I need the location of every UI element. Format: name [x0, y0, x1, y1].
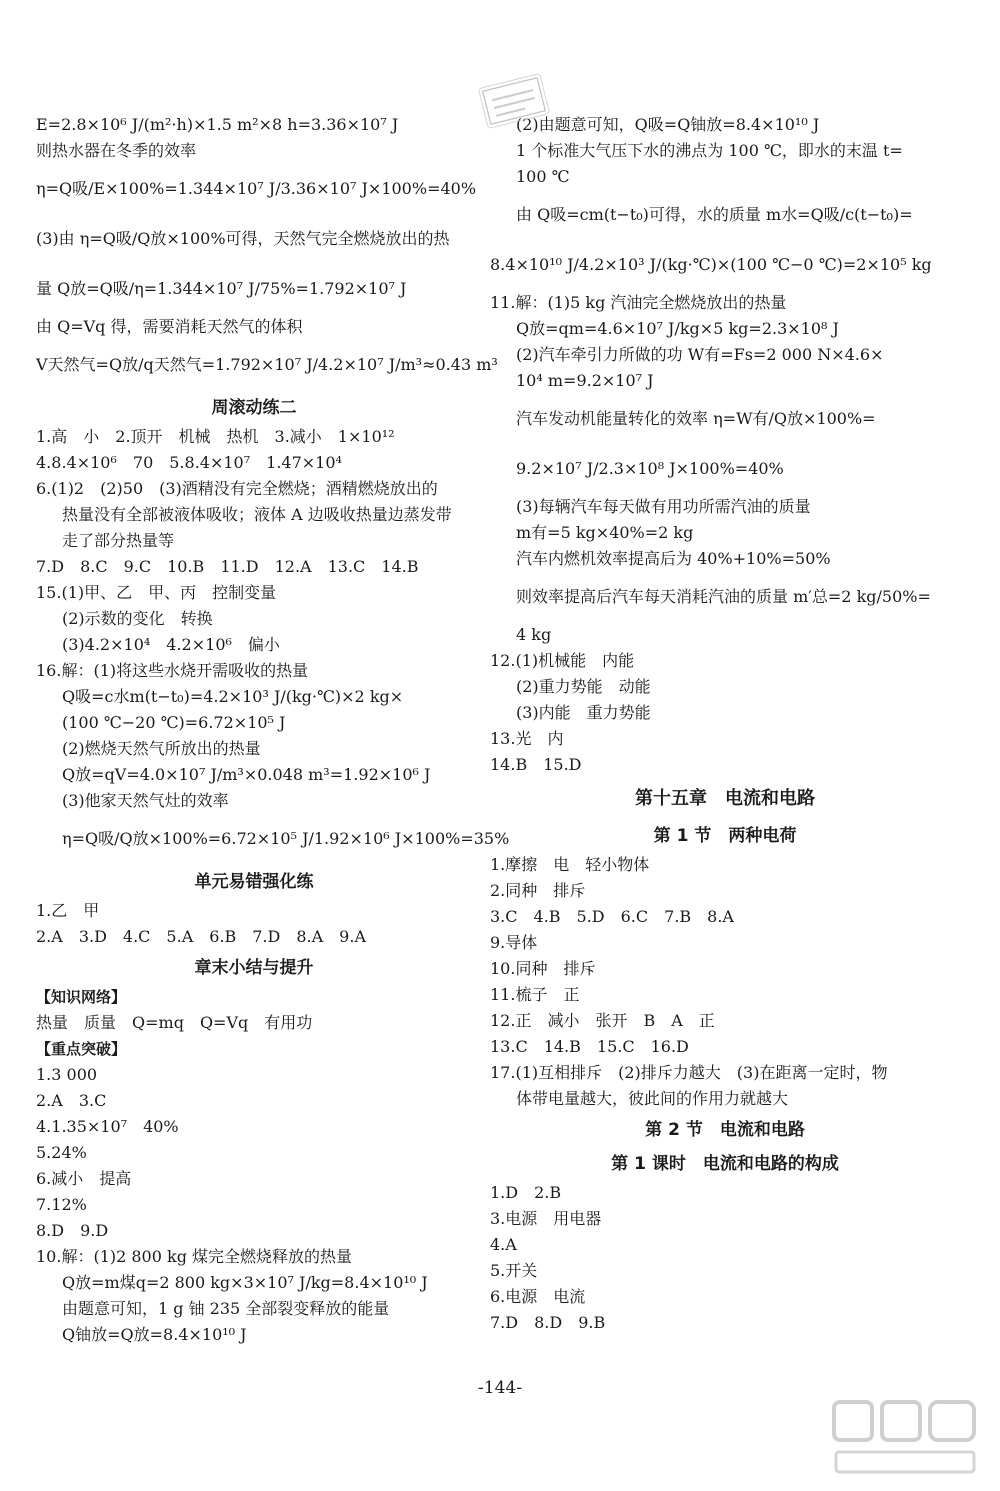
- answer-line: 9.导体: [490, 933, 538, 952]
- answer-line: 5.开关: [490, 1261, 538, 1280]
- answer-line: 汽车发动机能量转化的效率 η=W有/Q放×100%=: [516, 409, 876, 428]
- answer-line: (3)由 η=Q吸/Q放×100%可得，天然气完全燃烧放出的热: [36, 229, 450, 248]
- answer-line: 13.光 内: [490, 729, 564, 748]
- answer-line: 则效率提高后汽车每天消耗汽油的质量 m′总=2 kg/50%=: [516, 587, 931, 606]
- answer-line: (2)示数的变化 转换: [62, 609, 213, 628]
- section-heading: 第十五章 电流和电路: [635, 788, 815, 809]
- answer-line: 10.同种 排斥: [490, 959, 596, 978]
- answer-line: 走了部分热量等: [62, 531, 175, 550]
- answer-line: 17.(1)互相排斥 (2)排斥力越大 (3)在距离一定时，物: [490, 1063, 888, 1082]
- answer-line: m有=5 kg×40%=2 kg: [516, 523, 694, 542]
- answer-line: 8.4×10¹⁰ J/4.2×10³ J/(kg·℃)×(100 ℃−0 ℃)=2×10⁵ kg: [490, 255, 932, 274]
- answer-line: 3.C 4.B 5.D 6.C 7.B 8.A: [490, 907, 734, 926]
- answer-line: 2.A 3.D 4.C 5.A 6.B 7.D 8.A 9.A: [36, 927, 367, 946]
- answer-line: Q放=qV=4.0×10⁷ J/m³×0.048 m³=1.92×10⁶ J: [62, 765, 431, 784]
- answer-line: 15.(1)甲、乙 甲、丙 控制变量: [36, 583, 277, 602]
- answer-line: 7.D 8.C 9.C 10.B 11.D 12.A 13.C 14.B: [36, 557, 419, 576]
- answer-line: (100 ℃−20 ℃)=6.72×10⁵ J: [62, 713, 286, 732]
- page-number: -144-: [478, 1378, 522, 1398]
- answer-line: (2)由题意可知，Q吸=Q铀放=8.4×10¹⁰ J: [516, 115, 820, 134]
- section-heading: 第 2 节 电流和电路: [645, 1120, 805, 1140]
- section-label: 【重点突破】: [36, 1040, 127, 1058]
- answer-line: η=Q吸/Q放×100%=6.72×10⁵ J/1.92×10⁶ J×100%=35%: [62, 829, 510, 848]
- section-label: 【知识网络】: [36, 988, 127, 1006]
- right-column: [490, 112, 960, 1336]
- answer-line: 2.同种 排斥: [490, 881, 586, 900]
- answer-line: 10⁴ m=9.2×10⁷ J: [516, 371, 654, 390]
- answer-line: 12.正 减小 张开 B A 正: [490, 1011, 715, 1030]
- answer-line: 由 Q=Vq 得，需要消耗天然气的体积: [36, 317, 303, 336]
- answer-line: 4.1.35×10⁷ 40%: [36, 1117, 179, 1136]
- answer-line: 则热水器在冬季的效率: [36, 141, 197, 160]
- answer-line: Q放=m煤q=2 800 kg×3×10⁷ J/kg=8.4×10¹⁰ J: [62, 1273, 428, 1292]
- answer-line: 9.2×10⁷ J/2.3×10⁸ J×100%=40%: [516, 459, 784, 478]
- answer-line: 100 ℃: [516, 167, 570, 186]
- answer-line: 10.解：(1)2 800 kg 煤完全燃烧释放的热量: [36, 1247, 353, 1266]
- watermark-logo-icon: [830, 1398, 980, 1480]
- answer-line: 热量 质量 Q=mq Q=Vq 有用功: [36, 1013, 313, 1032]
- answer-line: 12.(1)机械能 内能: [490, 651, 635, 670]
- answer-line: 2.A 3.C: [36, 1091, 107, 1110]
- answer-line: 由题意可知，1 g 铀 235 全部裂变释放的能量: [62, 1299, 390, 1318]
- answer-line: 11.梳子 正: [490, 985, 580, 1004]
- answer-line: 汽车内燃机效率提高后为 40%+10%=50%: [516, 549, 831, 568]
- answer-line: 4.A: [490, 1235, 517, 1254]
- answer-line: 1.摩擦 电 轻小物体: [490, 855, 650, 874]
- answer-line: V天然气=Q放/q天然气=1.792×10⁷ J/4.2×10⁷ J/m³≈0.43 m³: [36, 355, 498, 374]
- answer-line: (2)汽车牵引力所做的功 W有=Fs=2 000 N×4.6×: [516, 345, 884, 364]
- answer-line: 由 Q吸=cm(t−t₀)可得，水的质量 m水=Q吸/c(t−t₀)=: [516, 205, 913, 224]
- section-heading: 单元易错强化练: [194, 872, 314, 892]
- answer-line: 3.电源 用电器: [490, 1209, 602, 1228]
- answer-line: (3)4.2×10⁴ 4.2×10⁶ 偏小: [62, 635, 280, 654]
- answer-line: 8.D 9.D: [36, 1221, 109, 1240]
- answer-line: 1.高 小 2.顶开 机械 热机 3.减小 1×10¹²: [36, 427, 395, 446]
- answer-line: 6.电源 电流: [490, 1287, 586, 1306]
- answer-line: (3)内能 重力势能: [516, 703, 651, 722]
- answer-line: (3)每辆汽车每天做有用功所需汽油的质量: [516, 497, 811, 516]
- section-heading: 周滚动练二: [211, 398, 297, 418]
- answer-line: 4.8.4×10⁶ 70 5.8.4×10⁷ 1.47×10⁴: [36, 453, 342, 472]
- answer-line: (2)燃烧天然气所放出的热量: [62, 739, 261, 758]
- answer-line: 1.3 000: [36, 1065, 98, 1084]
- answer-line: (3)他家天然气灶的效率: [62, 791, 229, 810]
- answer-line: 13.C 14.B 15.C 16.D: [490, 1037, 689, 1056]
- answer-line: 6.减小 提高: [36, 1169, 132, 1188]
- answer-line: 14.B 15.D: [490, 755, 582, 774]
- answer-line: Q放=qm=4.6×10⁷ J/kg×5 kg=2.3×10⁸ J: [516, 319, 839, 338]
- section-heading: 第 1 节 两种电荷: [653, 826, 797, 846]
- answer-line: 7.12%: [36, 1195, 87, 1214]
- answer-line: Q吸=c水m(t−t₀)=4.2×10³ J/(kg·℃)×2 kg×: [62, 687, 404, 706]
- answer-line: η=Q吸/E×100%=1.344×10⁷ J/3.36×10⁷ J×100%=40%: [36, 179, 477, 198]
- section-heading: 章末小结与提升: [194, 958, 314, 978]
- answer-line: 1.乙 甲: [36, 901, 100, 920]
- answer-line: 1.D 2.B: [490, 1183, 562, 1202]
- answer-line: 6.(1)2 (2)50 (3)酒精没有完全燃烧；酒精燃烧放出的: [36, 479, 438, 498]
- answer-line: 16.解：(1)将这些水烧开需吸收的热量: [36, 661, 309, 680]
- answer-line: 5.24%: [36, 1143, 87, 1162]
- answer-line: 1 个标准大气压下水的沸点为 100 ℃，即水的末温 t=: [516, 141, 903, 160]
- answer-line: 量 Q放=Q吸/η=1.344×10⁷ J/75%=1.792×10⁷ J: [36, 279, 407, 298]
- answer-line: 热量没有全部被液体吸收；液体 A 边吸收热量边蒸发带: [62, 505, 452, 524]
- answer-line: Q铀放=Q放=8.4×10¹⁰ J: [62, 1325, 247, 1344]
- answer-line: 7.D 8.D 9.B: [490, 1313, 606, 1332]
- answer-line: E=2.8×10⁶ J/(m²·h)×1.5 m²×8 h=3.36×10⁷ J: [36, 115, 399, 134]
- answer-line: 体带电量越大，彼此间的作用力就越大: [516, 1089, 789, 1108]
- answer-line: (2)重力势能 动能: [516, 677, 651, 696]
- answer-line: 11.解：(1)5 kg 汽油完全燃烧放出的热量: [490, 293, 787, 312]
- answer-line: 4 kg: [516, 625, 552, 644]
- section-heading: 第 1 课时 电流和电路的构成: [611, 1154, 839, 1174]
